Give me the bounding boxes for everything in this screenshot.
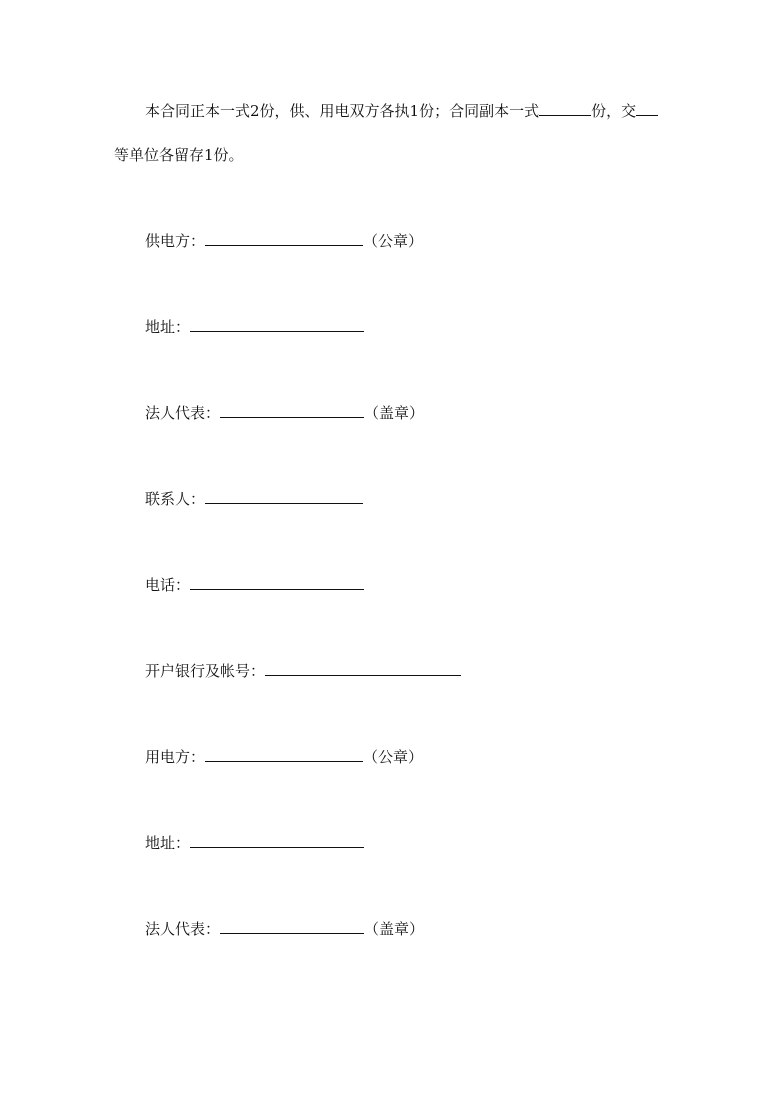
copies-count-field[interactable] (539, 100, 591, 116)
consumer-address-label: 地址： (145, 834, 191, 852)
supplier-contact-label: 联系人： (145, 490, 206, 508)
recipient-units-field[interactable] (636, 100, 658, 116)
copies-paragraph-line-2 (114, 145, 244, 165)
consumer-address-field[interactable] (190, 832, 364, 848)
supplier-legal-rep-seal-note: （盖章） (364, 404, 425, 422)
copies-text-part-2: 份，交 (591, 102, 637, 120)
supplier-name-row (145, 230, 423, 250)
supplier-legal-rep-row (145, 402, 424, 422)
supplier-address-field[interactable] (190, 316, 364, 332)
supplier-contact-row (145, 488, 363, 508)
copies-paragraph-line-1 (145, 100, 658, 120)
supplier-seal-note: （公章） (363, 232, 424, 250)
supplier-bank-label: 开户银行及帐号： (145, 662, 266, 680)
copies-text-part-3: 等单位各留存1份。 (114, 146, 244, 164)
supplier-name-label: 供电方： (145, 232, 206, 250)
copies-text-part-1: 本合同正本一式2份，供、用电双方各执1份；合同副本一式 (145, 102, 540, 120)
supplier-phone-field[interactable] (190, 574, 364, 590)
supplier-phone-row (145, 574, 364, 594)
consumer-name-label: 用电方： (145, 748, 206, 766)
supplier-contact-field[interactable] (205, 488, 363, 504)
supplier-legal-rep-field[interactable] (220, 402, 364, 418)
supplier-phone-label: 电话： (145, 576, 191, 594)
supplier-name-field[interactable] (205, 230, 363, 246)
consumer-legal-rep-label: 法人代表： (145, 920, 221, 938)
consumer-name-field[interactable] (205, 746, 363, 762)
supplier-address-label: 地址： (145, 318, 191, 336)
consumer-name-row (145, 746, 423, 766)
supplier-address-row (145, 316, 364, 336)
consumer-legal-rep-field[interactable] (220, 918, 364, 934)
consumer-legal-rep-seal-note: （盖章） (364, 920, 425, 938)
supplier-legal-rep-label: 法人代表： (145, 404, 221, 422)
consumer-seal-note: （公章） (363, 748, 424, 766)
supplier-bank-row (145, 660, 461, 680)
consumer-address-row (145, 832, 364, 852)
consumer-legal-rep-row (145, 918, 424, 938)
supplier-bank-field[interactable] (265, 660, 461, 676)
